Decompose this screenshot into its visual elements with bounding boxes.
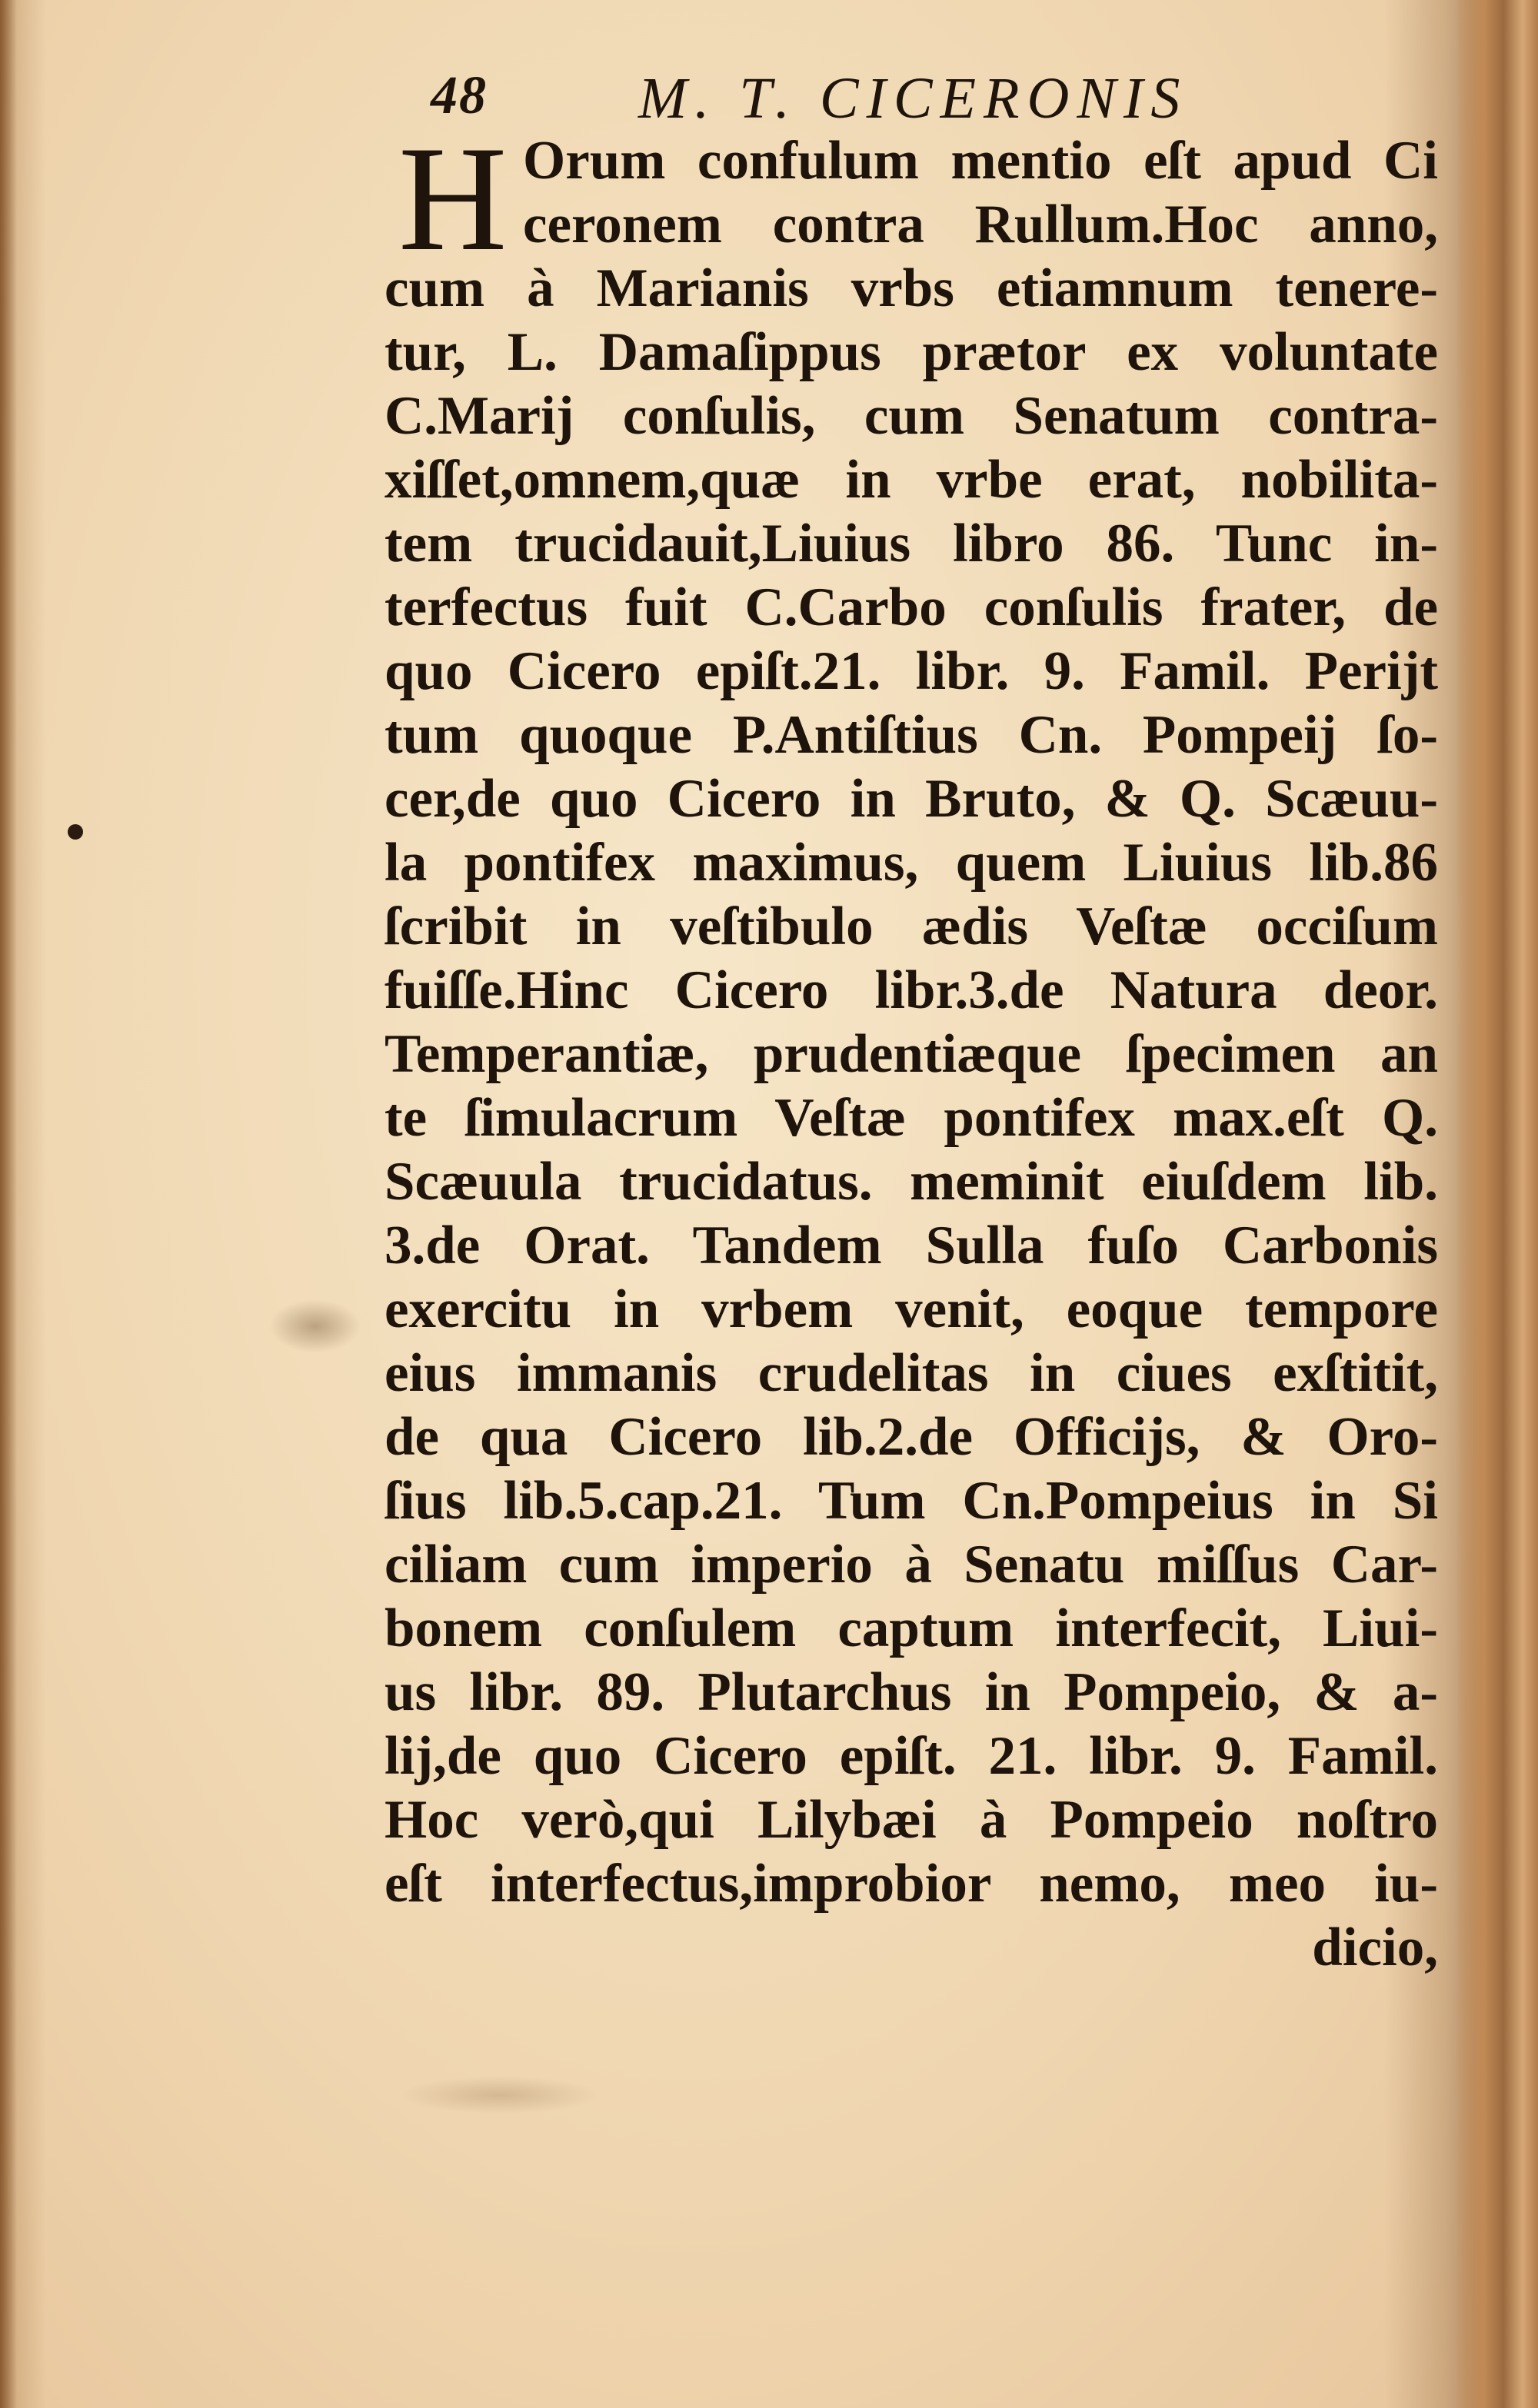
margin-ink-dot xyxy=(68,824,83,840)
text-line: C.Marij conſulis, cum Senatum contra- xyxy=(384,386,1438,446)
text-line: eius immanis crudelitas in ciues exſtitit, xyxy=(384,1343,1438,1403)
text-line: Scæuula trucidatus. meminit eiuſdem lib. xyxy=(384,1152,1438,1212)
text-line: us libr. 89. Plutarchus in Pompeio, & a- xyxy=(384,1662,1438,1722)
body-text xyxy=(384,115,1438,1980)
text-line: Hoc verò,qui Lilybæi à Pompeio noſtro xyxy=(384,1790,1438,1850)
text-line: eſt interfectus,improbior nemo, meo iu- xyxy=(384,1854,1438,1914)
ink-smudge xyxy=(269,1299,361,1353)
text-line: bonem conſulem captum interfecit, Liui- xyxy=(384,1598,1438,1658)
text-line: tur, L. Damaſippus prætor ex voluntate xyxy=(384,322,1438,382)
text-line: fuiſſe.Hinc Cicero libr.3.de Natura deor. xyxy=(384,960,1438,1020)
text-line: te ſimulacrum Veſtæ pontifex max.eſt Q. xyxy=(384,1088,1438,1148)
paper-stain xyxy=(400,2076,600,2114)
text-line: tum quoque P.Antiſtius Cn. Pompeij ſo- xyxy=(384,705,1438,765)
text-line: cum à Marianis vrbs etiamnum tenere- xyxy=(384,258,1438,318)
text-line: ſius lib.5.cap.21. Tum Cn.Pompeius in Si xyxy=(384,1471,1438,1531)
drop-initial: H xyxy=(398,115,508,282)
text-line: exercitu in vrbem venit, eoque tempore xyxy=(384,1279,1438,1339)
text-line: tem trucidauit,Liuius libro 86. Tunc in- xyxy=(384,514,1438,574)
page-header xyxy=(431,65,1338,135)
text-line: de qua Cicero lib.2.de Officijs, & Oro- xyxy=(384,1407,1438,1467)
text-line: 3.de Orat. Tandem Sulla fuſo Carbonis xyxy=(384,1216,1438,1276)
running-head: M. T. CICERONIS xyxy=(638,66,1188,131)
text-line: cer,de quo Cicero in Bruto, & Q. Scæuu- xyxy=(384,769,1438,829)
text-line: ceronem contra Rullum.Hoc anno, xyxy=(523,195,1438,254)
text-line: Temperantiæ, prudentiæque ſpecimen an xyxy=(384,1024,1438,1084)
text-line: quo Cicero epiſt.21. libr. 9. Famil. Perijt xyxy=(384,641,1438,701)
text-line: terfectus fuit C.Carbo conſulis frater, de xyxy=(384,577,1438,637)
text-line: lij,de quo Cicero epiſt. 21. libr. 9. Famil. xyxy=(384,1726,1438,1786)
text-line: Orum confulum mentio eſt apud Ci xyxy=(523,131,1438,191)
page-number: 48 xyxy=(431,66,488,125)
text-line: ciliam cum imperio à Senatu miſſus Car- xyxy=(384,1535,1438,1595)
text-line: xiſſet,omnem,quæ in vrbe erat, nobilita- xyxy=(384,450,1438,510)
binding-gutter xyxy=(1457,0,1538,2408)
text-line: la pontifex maximus, quem Liuius lib.86 xyxy=(384,833,1438,893)
page-left-edge xyxy=(0,0,17,2408)
text-line: ſcribit in veſtibulo ædis Veſtæ occiſum xyxy=(384,896,1438,956)
catchword: dicio, xyxy=(1312,1917,1438,1977)
